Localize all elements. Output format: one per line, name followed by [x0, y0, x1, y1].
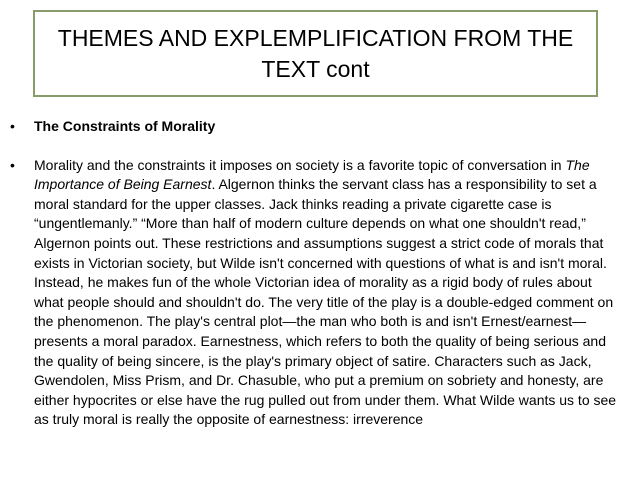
body-text-after: . Algernon thinks the servant class has a responsibility to set a moral standard for the upper classes. Jack thinks reading a private cigarette case is “ungentlemanly.” “More than half of modern culture depends on what one shouldn't read,” Algernon points out. These restrictions and assumptions suggest a strict code of morals that exists in Victorian society, but Wilde isn't concerned with questions of what is and isn't moral. Instead, he makes fun of the whole Victorian idea of morality as a rigid body of rules about what people should and shouldn't do. The very title of the play is a double-edged comment on the phenomenon. The play's central plot—the man who both is and isn't Ernest/earnest—presents a moral paradox. Earnestness, which refers to both the quality of being serious and the quality of being sincere, is the play's primary object of satire. Characters such as Jack, Gwendolen, Miss Prism, and Dr. Chasuble, who put a premium on sobriety and honesty, are either hypocrites or else have the rug pulled out from under them. What Wilde wants us to see as truly moral is really the opposite of earnestness: irreverence	[34, 176, 617, 428]
bullet-marker: •	[10, 156, 15, 173]
title-box	[33, 10, 598, 97]
bullet-marker: •	[10, 118, 15, 134]
body-text-before: Morality and the constraints it imposes on society is a favorite topic of conversation in	[34, 156, 566, 173]
bullet-gap	[8, 137, 618, 156]
bullet-body-text	[34, 156, 618, 430]
play-title-italic: The Importance of Being Earnest	[34, 156, 590, 193]
slide-content	[8, 117, 618, 430]
bullet-heading-text: The Constraints of Morality	[34, 118, 216, 134]
slide-title: THEMES AND EXPLEMPLIFICATION FROM THE TEXT cont	[57, 24, 574, 82]
bullet-item-body	[8, 156, 618, 430]
bullet-item-heading	[8, 117, 618, 137]
